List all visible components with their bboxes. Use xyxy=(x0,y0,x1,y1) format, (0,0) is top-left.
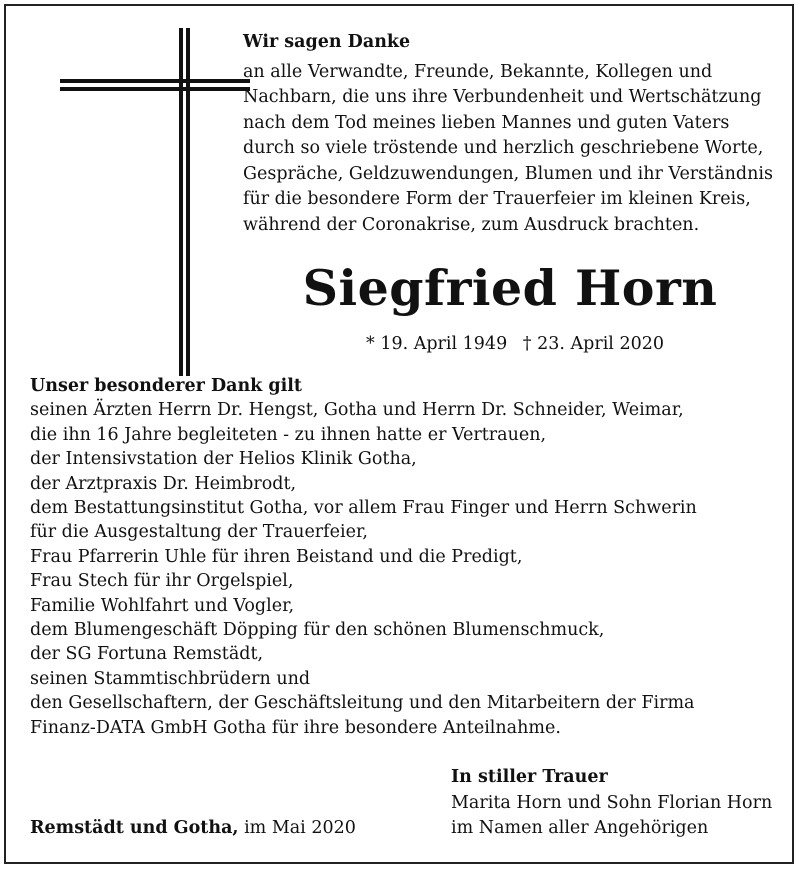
thanks-heading: Unser besonderer Dank gilt xyxy=(30,376,303,396)
place-date xyxy=(30,818,356,838)
thanks-line: Finanz-DATA GmbH Gotha für ihre besondere Anteilnahme. xyxy=(30,717,561,738)
intro-line: für die besondere Form der Trauerfeier im kleinen Kreis, xyxy=(243,189,751,209)
intro-section xyxy=(243,30,783,238)
thanks-line: dem Bestattungsinstitut Gotha, vor allem Frau Finger und Herrn Schwerin xyxy=(30,498,697,519)
thanks-line: der Intensivstation der Helios Klinik Gotha, xyxy=(30,449,417,470)
mourner-line: Marita Horn und Sohn Florian Horn xyxy=(451,792,773,813)
thanks-section xyxy=(30,374,770,740)
intro-line: nach dem Tod meines lieben Mannes und guten Vaters xyxy=(243,112,730,133)
life-dates xyxy=(366,334,674,354)
intro-line: an alle Verwandte, Freunde, Bekannte, Kollegen und xyxy=(243,61,713,82)
thanks-line: der SG Fortuna Remstädt, xyxy=(30,644,264,665)
thanks-line: seinen Ärzten Herrn Dr. Hengst, Gotha und Herrn Dr. Schneider, Weimar, xyxy=(30,400,684,421)
thanks-line: Frau Pfarrerin Uhle für ihren Beistand und die Predigt, xyxy=(30,546,523,567)
thanks-line: den Gesellschaftern, der Geschäftsleitung und den Mitarbeitern der Firma xyxy=(30,693,695,714)
thanks-line: für die Ausgestaltung der Trauerfeier, xyxy=(30,522,368,543)
intro-line: Gespräche, Geldzuwendungen, Blumen und ihr Verständnis xyxy=(243,163,773,184)
thanks-line: Familie Wohlfahrt und Vogler, xyxy=(30,595,295,616)
date: im Mai 2020 xyxy=(238,818,356,838)
deceased-name: Siegfried Horn xyxy=(302,259,718,317)
birth-date: * 19. April 1949 xyxy=(366,334,508,354)
intro-line: durch so viele tröstende und herzlich geschriebene Worte, xyxy=(243,138,764,158)
mourning-heading: In stiller Trauer xyxy=(451,767,608,787)
mourners-block xyxy=(451,765,772,842)
intro-line: während der Coronakrise, zum Ausdruck brachten. xyxy=(243,214,700,235)
death-date: † 23. April 2020 xyxy=(522,334,665,354)
thanks-line: seinen Stammtischbrüdern und xyxy=(30,668,311,689)
intro-line: Nachbarn, die uns ihre Verbundenheit und Wertschätzung xyxy=(243,87,762,107)
intro-heading: Wir sagen Danke xyxy=(243,32,411,52)
thanks-line: dem Blumengeschäft Döpping für den schönen Blumenschmuck, xyxy=(30,620,605,641)
thanks-line: Frau Stech für ihr Orgelspiel, xyxy=(30,571,294,592)
thanks-line: die ihn 16 Jahre begleiteten - zu ihnen hatte er Vertrauen, xyxy=(30,424,547,445)
mourner-line: im Namen aller Angehörigen xyxy=(451,818,709,838)
thanks-line: der Arztpraxis Dr. Heimbrodt, xyxy=(30,473,297,494)
cross-icon xyxy=(60,28,180,378)
place: Remstädt und Gotha, xyxy=(30,818,239,838)
